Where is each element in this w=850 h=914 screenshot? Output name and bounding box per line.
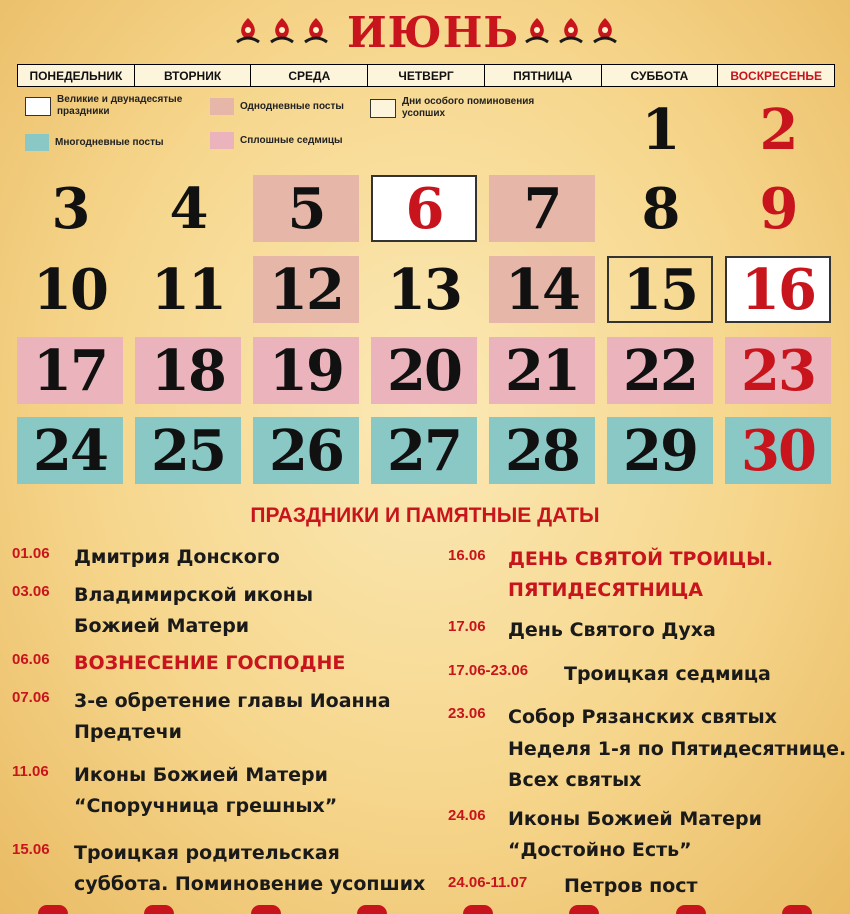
day-cell[interactable]: 30 <box>725 417 831 484</box>
ornament-shape <box>38 905 68 914</box>
holiday-date: 17.06 <box>448 618 486 635</box>
day-cell[interactable]: 7 <box>489 175 595 242</box>
day-cell[interactable]: 4 <box>169 175 207 242</box>
holiday-date: 23.06 <box>448 705 486 722</box>
holiday-text: “Достойно Есть” <box>508 839 692 861</box>
holiday-date: 24.06 <box>448 807 486 824</box>
day-cell[interactable]: 25 <box>135 417 241 484</box>
flower-ornament-icon <box>556 14 586 48</box>
ornament-shape <box>357 905 387 914</box>
ornament-shape <box>782 905 812 914</box>
weekday-thursday: ЧЕТВЕРГ <box>367 64 484 87</box>
day-cell[interactable]: 10 <box>33 256 107 323</box>
legend-label: Однодневные посты <box>240 100 344 112</box>
holiday-text: ДЕНЬ СВЯТОЙ ТРОИЦЫ. <box>508 548 774 570</box>
holiday-date: 17.06-23.06 <box>448 662 529 679</box>
holiday-text: ВОЗНЕСЕНИЕ ГОСПОДНЕ <box>74 652 346 674</box>
holiday-text: Всех святых <box>508 769 642 791</box>
day-cell[interactable]: 2 <box>759 96 797 163</box>
weekday-wednesday: СРЕДА <box>250 64 367 87</box>
weekday-header-row <box>17 64 835 87</box>
ornament-shape <box>676 905 706 914</box>
day-cell[interactable]: 16 <box>725 256 831 323</box>
ornament-shape <box>251 905 281 914</box>
day-cell[interactable]: 20 <box>371 337 477 404</box>
holiday-text: Троицкая родительская <box>74 842 340 864</box>
weekday-tuesday: ВТОРНИК <box>134 64 251 87</box>
day-cell[interactable]: 29 <box>607 417 713 484</box>
holiday-text: Троицкая седмица <box>564 663 771 685</box>
flower-ornament-icon <box>522 14 552 48</box>
legend-label: Сплошные седмицы <box>240 134 343 146</box>
weekday-sunday: ВОСКРЕСЕНЬЕ <box>717 64 835 87</box>
holiday-text: День Святого Духа <box>508 619 716 641</box>
holiday-date: 24.06-11.07 <box>448 874 528 891</box>
day-cell[interactable]: 17 <box>17 337 123 404</box>
holiday-text: Неделя 1-я по Пятидесятнице. <box>508 738 847 760</box>
day-cell[interactable]: 8 <box>641 175 679 242</box>
holiday-text: Предтечи <box>74 721 182 743</box>
weekday-saturday: СУББОТА <box>601 64 718 87</box>
day-cell[interactable]: 15 <box>607 256 713 323</box>
holiday-text: 3-е обретение главы Иоанна <box>74 690 391 712</box>
day-cell[interactable]: 3 <box>51 175 89 242</box>
holiday-date: 03.06 <box>12 583 50 600</box>
weekday-monday: ПОНЕДЕЛЬНИК <box>17 64 134 87</box>
weekday-friday: ПЯТНИЦА <box>484 64 601 87</box>
calendar-grid <box>17 96 837 496</box>
holiday-date: 01.06 <box>12 545 50 562</box>
day-cell[interactable]: 13 <box>387 256 461 323</box>
day-cell[interactable]: 27 <box>371 417 477 484</box>
day-cell[interactable]: 14 <box>489 256 595 323</box>
holiday-text: Петров пост <box>564 875 698 897</box>
day-cell[interactable]: 26 <box>253 417 359 484</box>
day-cell[interactable]: 5 <box>253 175 359 242</box>
day-cell[interactable]: 28 <box>489 417 595 484</box>
day-cell[interactable]: 12 <box>253 256 359 323</box>
day-cell[interactable]: 11 <box>151 256 225 323</box>
bottom-ornament-border <box>0 905 850 914</box>
legend-label: Многодневные посты <box>55 136 164 148</box>
ornament-right <box>522 14 622 50</box>
holiday-text: суббота. Поминовение усопших <box>74 873 426 895</box>
day-cell[interactable]: 23 <box>725 337 831 404</box>
holiday-text: Иконы Божией Матери <box>74 764 328 786</box>
ornament-shape <box>463 905 493 914</box>
month-title: ИЮНЬ <box>347 8 520 57</box>
holiday-text: “Споручница грешных” <box>74 795 338 817</box>
holiday-text: Иконы Божией Матери <box>508 808 762 830</box>
ornament-shape <box>569 905 599 914</box>
ornament-shape <box>144 905 174 914</box>
ornament-left <box>233 14 333 50</box>
day-cell[interactable]: 9 <box>759 175 797 242</box>
holiday-text: Собор Рязанских святых <box>508 706 777 728</box>
holiday-date: 07.06 <box>12 689 50 706</box>
holiday-text: Божией Матери <box>74 615 250 637</box>
day-cell[interactable]: 18 <box>135 337 241 404</box>
flower-ornament-icon <box>233 14 263 48</box>
holiday-date: 06.06 <box>12 651 50 668</box>
flower-ornament-icon <box>267 14 297 48</box>
day-cell[interactable]: 22 <box>607 337 713 404</box>
day-cell[interactable]: 6 <box>371 175 477 242</box>
holiday-date: 11.06 <box>12 763 49 780</box>
holiday-text: Дмитрия Донского <box>74 546 280 568</box>
day-cell[interactable]: 21 <box>489 337 595 404</box>
holiday-text: ПЯТИДЕСЯТНИЦА <box>508 579 703 601</box>
holiday-date: 15.06 <box>12 841 50 858</box>
holidays-title: ПРАЗДНИКИ И ПАМЯТНЫЕ ДАТЫ <box>250 504 600 527</box>
day-cell[interactable]: 1 <box>641 96 679 163</box>
day-cell[interactable]: 24 <box>17 417 123 484</box>
legend-label: Дни особого поминовения усопших <box>402 96 535 119</box>
holiday-text: Владимирской иконы <box>74 584 314 606</box>
flower-ornament-icon <box>590 14 620 48</box>
legend-label: Великие и двунадесятые праздники <box>57 94 183 117</box>
calendar-header <box>0 6 850 56</box>
flower-ornament-icon <box>301 14 331 48</box>
day-cell[interactable]: 19 <box>253 337 359 404</box>
holiday-date: 16.06 <box>448 547 486 564</box>
